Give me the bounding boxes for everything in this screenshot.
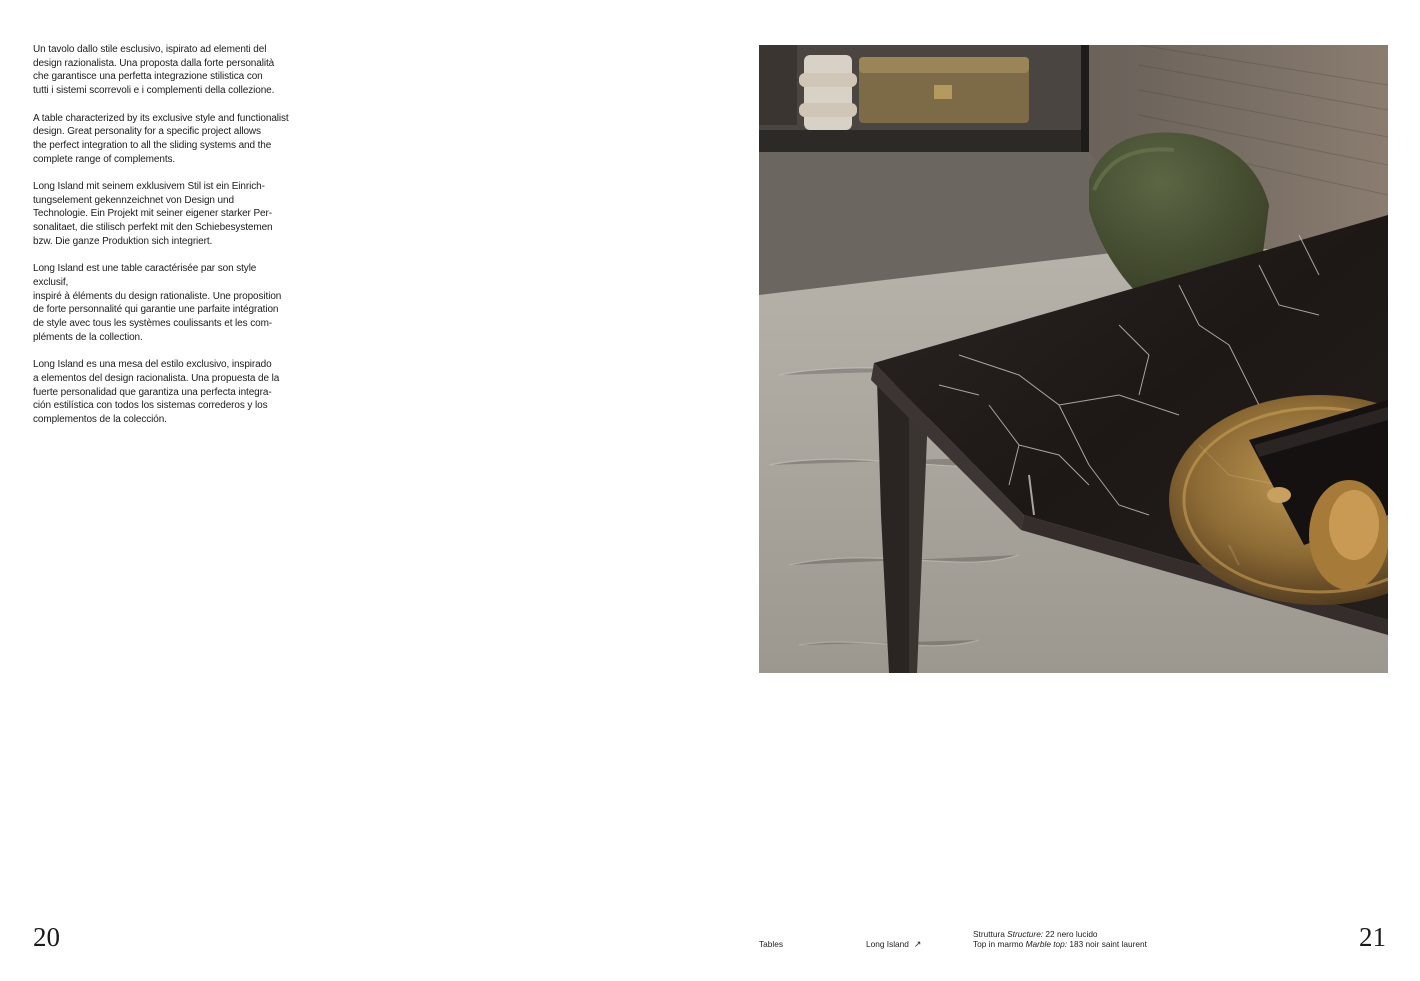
page-number-left: 20: [33, 922, 60, 952]
description-english: A table characterized by its exclusive style and functionalist design. Great personality for a specific project allows the perfect integration to all the sliding systems and the complete range of complements.: [33, 112, 289, 165]
footer-product-label: Long Island: [866, 939, 909, 949]
spec-marble-top: Top in marmo Marble top: 183 noir saint laurent: [973, 939, 1147, 949]
description-spanish: Long Island es una mesa del estilo exclusivo, inspirado a elementos del design racionalista. Una propuesta de la fuerte personalidad que garantiza una perfecta integra- ción estilística con todos los sistemas correderos y los complementos de la colección.: [33, 359, 280, 425]
description-german: Long Island mit seinem exklusivem Stil ist ein Einrich- tungselement gekennzeichnet von Design und Technologie. Ein Projekt mit seiner eigener starker Per- sonalitaet, die stilisch perfekt mit den Schiebesystemen bzw. Die ganze Produktion sich integriert.: [33, 181, 273, 247]
spec-structure: Struttura Structure: 22 nero lucido: [973, 929, 1098, 939]
arrow-up-right-icon: ↗: [913, 939, 922, 949]
product-photo: [759, 45, 1388, 673]
description-french: Long Island est une table caractérisée par son style exclusif, inspiré à éléments du design rationaliste. Une proposition de forte personnalité qui garantie une parfaite intégration de style avec tous les systèmes coulissants et les com- pléments de la collection.: [33, 263, 282, 343]
description-text-column: [33, 43, 291, 440]
footer-product-link[interactable]: [866, 939, 921, 949]
page-number-right: 21: [1359, 922, 1386, 952]
footer-category: Tables: [759, 939, 783, 949]
description-italian: Un tavolo dallo stile esclusivo, ispirato ad elementi del design razionalista. Una proposta dalla forte personalità che garantisce una perfetta integrazione stilistica con tutti i sistemi scorrevoli e i complementi della collezione.: [33, 44, 275, 97]
footer-specs: [973, 929, 1147, 949]
